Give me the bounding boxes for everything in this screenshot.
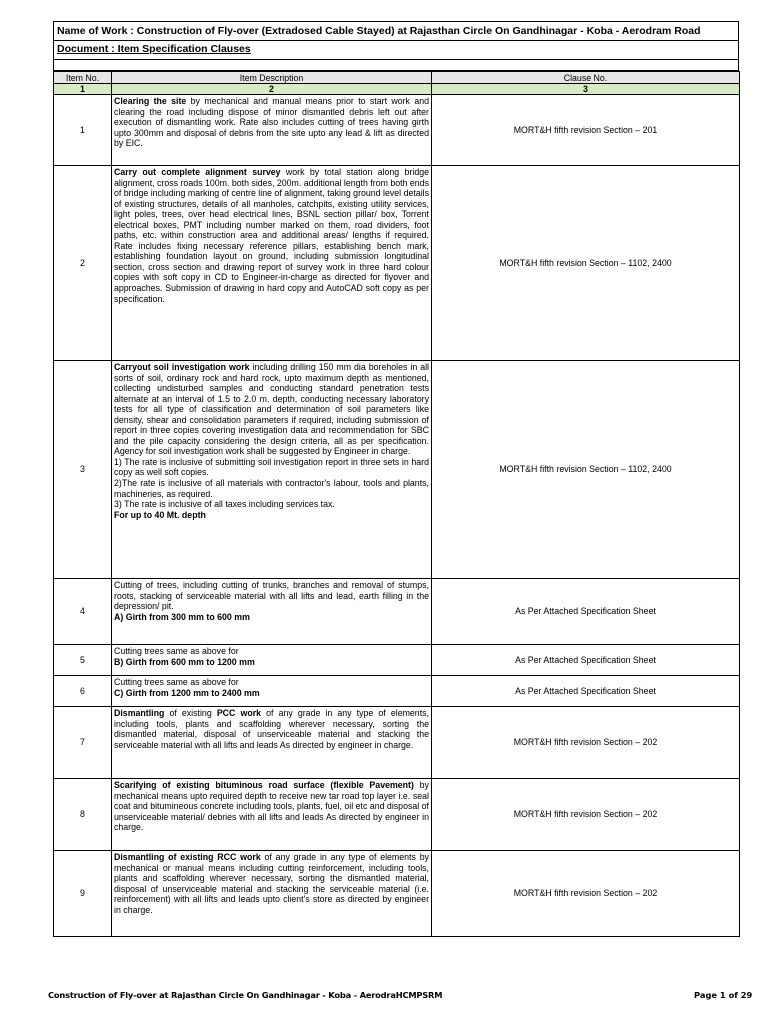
footer-project-title: Construction of Fly-over at Rajasthan Circle On Gandhinagar - Koba - AerodraHCMPSRM	[48, 990, 443, 1000]
item-description	[112, 166, 432, 361]
description-paragraph	[114, 96, 429, 149]
table-row	[54, 361, 740, 579]
item-description	[112, 361, 432, 579]
item-description	[112, 676, 432, 707]
item-number: 1	[54, 95, 112, 166]
clause-reference: As Per Attached Specification Sheet	[432, 645, 740, 676]
description-note: 2)The rate is inclusive of all materials with contractor's labour, tools and plants, machineries, as required.	[114, 478, 429, 499]
column-number-2: 2	[112, 84, 432, 95]
description-subitem-bold: B) Girth from 600 mm to 1200 mm	[114, 656, 255, 667]
description-paragraph	[114, 362, 429, 457]
description-bold-term: PCC work	[216, 708, 262, 718]
item-description	[112, 645, 432, 676]
clause-reference: MORT&H fifth revision Section – 202	[432, 851, 740, 937]
description-paragraph	[114, 167, 429, 304]
description-bold-lead: Clearing the site	[114, 96, 187, 106]
document-title-text: Document : Item Specification Clauses	[57, 43, 251, 55]
item-number: 7	[54, 707, 112, 779]
description-text: of any grade in any type of elements, including tools, plants and scaffolding wherever necessary, sorting the dismantled material, disposal of unserviceable material and stacking the serviceable material with all lifts and leads As directed by engineer in charge.	[114, 708, 429, 750]
description-paragraph	[114, 646, 429, 657]
item-number: 2	[54, 166, 112, 361]
description-subitem-bold: For up to 40 Mt. depth	[114, 509, 206, 520]
table-row	[54, 851, 740, 937]
item-description	[112, 779, 432, 851]
item-description	[112, 579, 432, 645]
description-bold-lead: Scarifying of existing bituminous road surface (flexible Pavement)	[114, 780, 414, 790]
table-row	[54, 707, 740, 779]
description-bold-lead: Carry out complete alignment survey	[114, 167, 281, 177]
table-row	[54, 779, 740, 851]
table-row	[54, 676, 740, 707]
document-title	[53, 40, 739, 60]
column-number-row	[54, 84, 740, 95]
description-note: 3) The rate is inclusive of all taxes including services tax.	[114, 499, 335, 510]
column-number-1: 1	[54, 84, 112, 95]
item-description	[112, 707, 432, 779]
clause-reference: MORT&H fifth revision Section – 1102, 2400	[432, 361, 740, 579]
table-row	[54, 166, 740, 361]
description-text: including drilling 150 mm dia boreholes in all sorts of soil, ordinary rock and hard rock, upto maximum depth as mentioned, collecting undisturbed samples and conducting standard penetration tests alternate at an interval of 1.5 to 2.0 m. depth, conducting necessary laboratory tests for all type of classification and determination of soil parameters like density, shear and consolidation parameters if required, including submission of report in three copies covering investigation data and recommendation for SBC and the pile capacity considering the design criteria, all as per specification. Agency for soil investigation work shall be suggested by Engineer in charge.	[114, 362, 429, 457]
item-description	[112, 95, 432, 166]
column-number-3: 3	[432, 84, 740, 95]
header-item-no: Item No.	[54, 72, 112, 84]
item-number: 3	[54, 361, 112, 579]
footer-page-number: Page 1 of 29	[694, 990, 753, 1000]
description-paragraph	[114, 780, 429, 833]
description-paragraph	[114, 580, 429, 612]
header-item-description: Item Description	[112, 72, 432, 84]
item-number: 9	[54, 851, 112, 937]
table-row	[54, 645, 740, 676]
description-paragraph	[114, 677, 429, 688]
description-bold-lead: Carryout soil investigation work	[114, 362, 250, 372]
spacer-row	[53, 59, 739, 71]
item-description	[112, 851, 432, 937]
clause-reference: MORT&H fifth revision Section – 1102, 2400	[432, 166, 740, 361]
item-number: 6	[54, 676, 112, 707]
clause-reference: As Per Attached Specification Sheet	[432, 579, 740, 645]
table-row	[54, 95, 740, 166]
description-text: Cutting of trees, including cutting of trunks, branches and removal of stumps, roots, stacking of serviceable material with all lifts and lead, earth filling in the depression/ pit.	[114, 580, 429, 612]
description-text: Cutting trees same as above for	[114, 677, 239, 687]
description-bold-lead: Dismantling	[114, 708, 165, 718]
description-paragraph	[114, 708, 429, 750]
clause-reference: MORT&H fifth revision Section – 201	[432, 95, 740, 166]
description-text: work by total station along bridge alignment, cross roads 100m. both sides, 200m. additional length from both ends of bridge including marking of centre line of alignment, taking ground level details of existing structures, details of all manholes, catchpits, existing utility services, light poles, trees, over head electrical lines, BSNL section pillar/ box, Torrent electrical boxes, PMT including number marked on them, road dividers, foot paths, etc. within construction area and additional areas/ lengths if required. Rate includes fixing necessary reference pillars, establishing bench mark, establishing foundation layout on ground, including submission longitudinal section, cross section and drawing report of survey work in three hard colour copies with soft copy in CD to Engineer-in-charge as directed for flyover and approaches. Submission of drawing in hard copy and AutoCAD soft copy as per specification.	[114, 167, 429, 304]
description-text: by mechanical and manual means prior to start work and clearing the road including dispose of minor dismantled debris left out after execution of dismantling work. Rate also includes cutting of trees having girth upto 300mm and disposal of debris from the site upto any lead & lift as directed by EIC.	[114, 96, 429, 149]
description-subitem-bold: A) Girth from 300 mm to 600 mm	[114, 611, 250, 622]
clause-reference: MORT&H fifth revision Section – 202	[432, 779, 740, 851]
clause-reference: As Per Attached Specification Sheet	[432, 676, 740, 707]
description-text: of existing	[164, 708, 217, 718]
item-number: 8	[54, 779, 112, 851]
clause-reference: MORT&H fifth revision Section – 202	[432, 707, 740, 779]
name-of-work-heading: Name of Work : Construction of Fly-over (Extradosed Cable Stayed) at Rajasthan Circle On Gandhinagar - Koba - Aerodram Road	[53, 21, 739, 41]
table-header-row	[54, 72, 740, 84]
description-paragraph	[114, 852, 429, 915]
table-row	[54, 579, 740, 645]
description-subitem-bold: C) Girth from 1200 mm to 2400 mm	[114, 687, 260, 698]
header-clause-no: Clause No.	[432, 72, 740, 84]
description-text: by mechanical means upto required depth to receive new tar road top layer i.e. seal coat and bitumineous concrete including tools, plants, fuel, oil etc and disposal of unserviceable material/ debries with all lifts and leads As directed by engineer in charge.	[114, 780, 429, 833]
description-text: Cutting trees same as above for	[114, 646, 239, 656]
specification-table	[53, 71, 740, 937]
description-note: 1) The rate is inclusive of submitting soil investigation report in three sets in hard copy as well soft copies.	[114, 456, 429, 478]
description-bold-lead: Dismantling of existing RCC work	[114, 852, 261, 862]
item-number: 5	[54, 645, 112, 676]
description-text: of any grade in any type of elements by mechanical or manual means including cutting reinforcement, including tools, plants and scaffolding wherever necessary, sorting the dismantled material, disposal of unserviceable material and stacking the serviceable material (i.e. reinforcement) with all lifts and leads upto client's store as directed by engineer in charge.	[114, 852, 429, 915]
item-number: 4	[54, 579, 112, 645]
